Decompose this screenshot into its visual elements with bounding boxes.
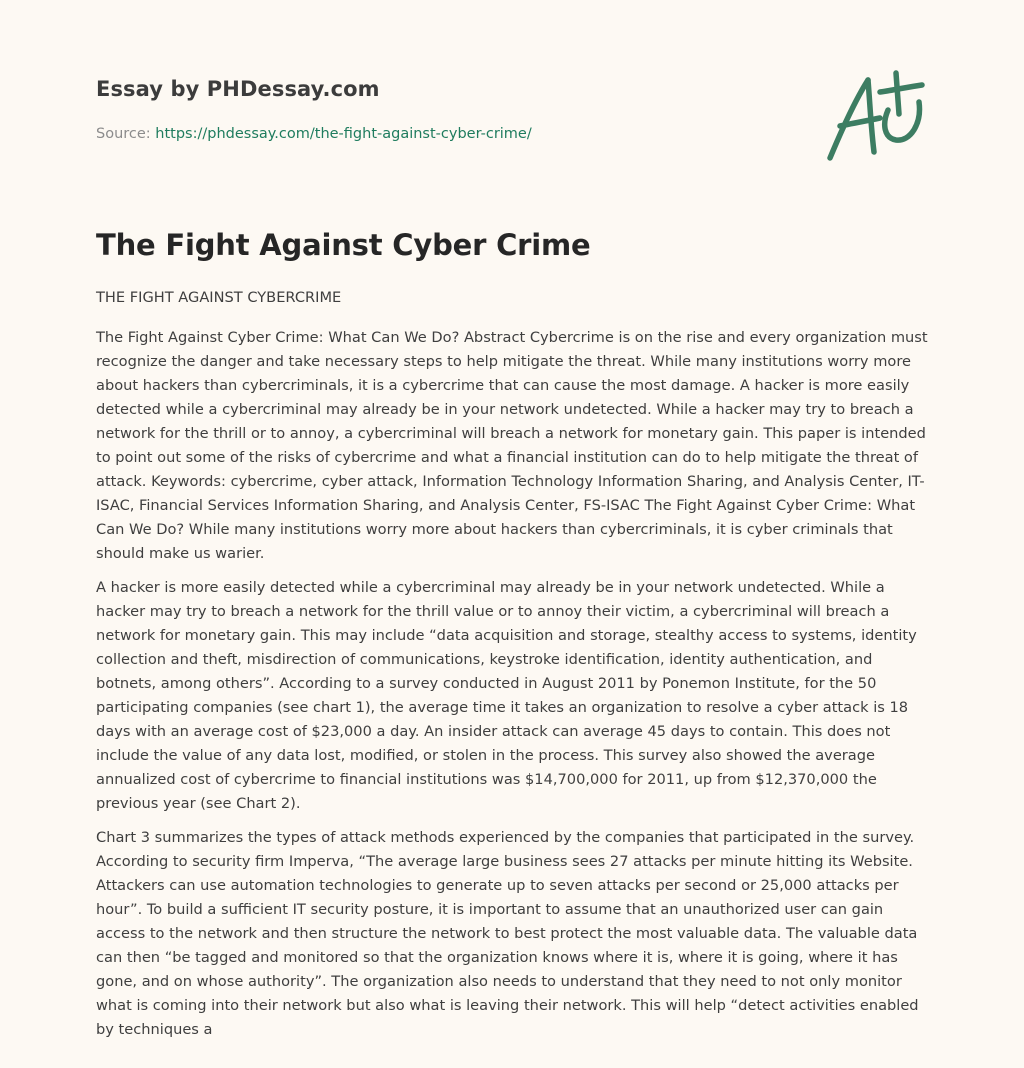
brand-title: Essay by PHDessay.com bbox=[96, 77, 380, 101]
source-link[interactable]: https://phdessay.com/the-fight-against-cyber-crime/ bbox=[155, 126, 532, 142]
essay-paragraph: Chart 3 summarizes the types of attack methods experienced by the companies that participated in the survey. According to security firm Imperva, “The average large business sees 27 attacks per minute hitting its Website. Attackers can use automation technologies to generate up to seven attacks per second or 25,000 attacks per hour”. To build a sufficient IT security posture, it is important to assume that an unauthorized user can gain access to the network and then structure the network to best protect the most valuable data. The valuable data can then “be tagged and monitored so that the organization knows where it is, where it is going, where it has gone, and on whose authority”. The organization also needs to understand that they need to not only monitor what is coming into their network but also what is leaving their network. This will help “detect activities enabled by techniques a bbox=[96, 829, 919, 1038]
source-line bbox=[96, 124, 532, 144]
essay-page bbox=[96, 0, 928, 1068]
essay-paragraph: A hacker is more easily detected while a cybercriminal may already be in your network undetected. While a hacker may try to breach a network for the thrill value or to annoy their victim, a cybercriminal will breach a network for monetary gain. This may include “data acquisition and storage, stealthy access to systems, identity collection and theft, misdirection of communications, keystroke identification, identity authentication, and botnets, among others”. According to a survey conducted in August 2011 by Ponemon Institute, for the 50 participating companies (see chart 1), the average time it takes an organization to resolve a cyber attack is 18 days with an average cost of $23,000 a day. An insider attack can average 45 days to contain. This does not include the value of any data lost, modified, or stolen in the process. This survey also showed the average annualized cost of cybercrime to financial institutions was $14,700,000 for 2011, up from $12,370,000 the previous year (see Chart 2). bbox=[96, 579, 917, 812]
essay-header bbox=[96, 74, 928, 194]
essay-title: The Fight Against Cyber Crime bbox=[96, 228, 591, 262]
essay-body bbox=[96, 286, 928, 1052]
essay-paragraph: The Fight Against Cyber Crime: What Can We Do? Abstract Cybercrime is on the rise and every organization must recognize the danger and take necessary steps to help mitigate the threat. While many institutions worry more about hackers than cybercriminals, it is a cybercrime that can cause the most damage. A hacker is more easily detected while a cybercriminal may already be in your network undetected. While a hacker may try to breach a network for the thrill or to annoy, a cybercriminal will breach a network for monetary gain. This paper is intended to point out some of the risks of cybercrime and what a financial institution can do to help mitigate the threat of attack. Keywords: cybercrime, cyber attack, Information Technology Information Sharing, and Analysis Center, IT-ISAC, Financial Services Information Sharing, and Analysis Center, FS-ISAC The Fight Against Cyber Crime: What Can We Do? While many institutions worry more about hackers than cybercriminals, it is cyber criminals that should make us warier. bbox=[96, 329, 928, 562]
essay-subheading: THE FIGHT AGAINST CYBERCRIME bbox=[96, 289, 342, 306]
a-plus-logo-icon bbox=[824, 68, 928, 164]
source-label: Source: bbox=[96, 126, 151, 142]
